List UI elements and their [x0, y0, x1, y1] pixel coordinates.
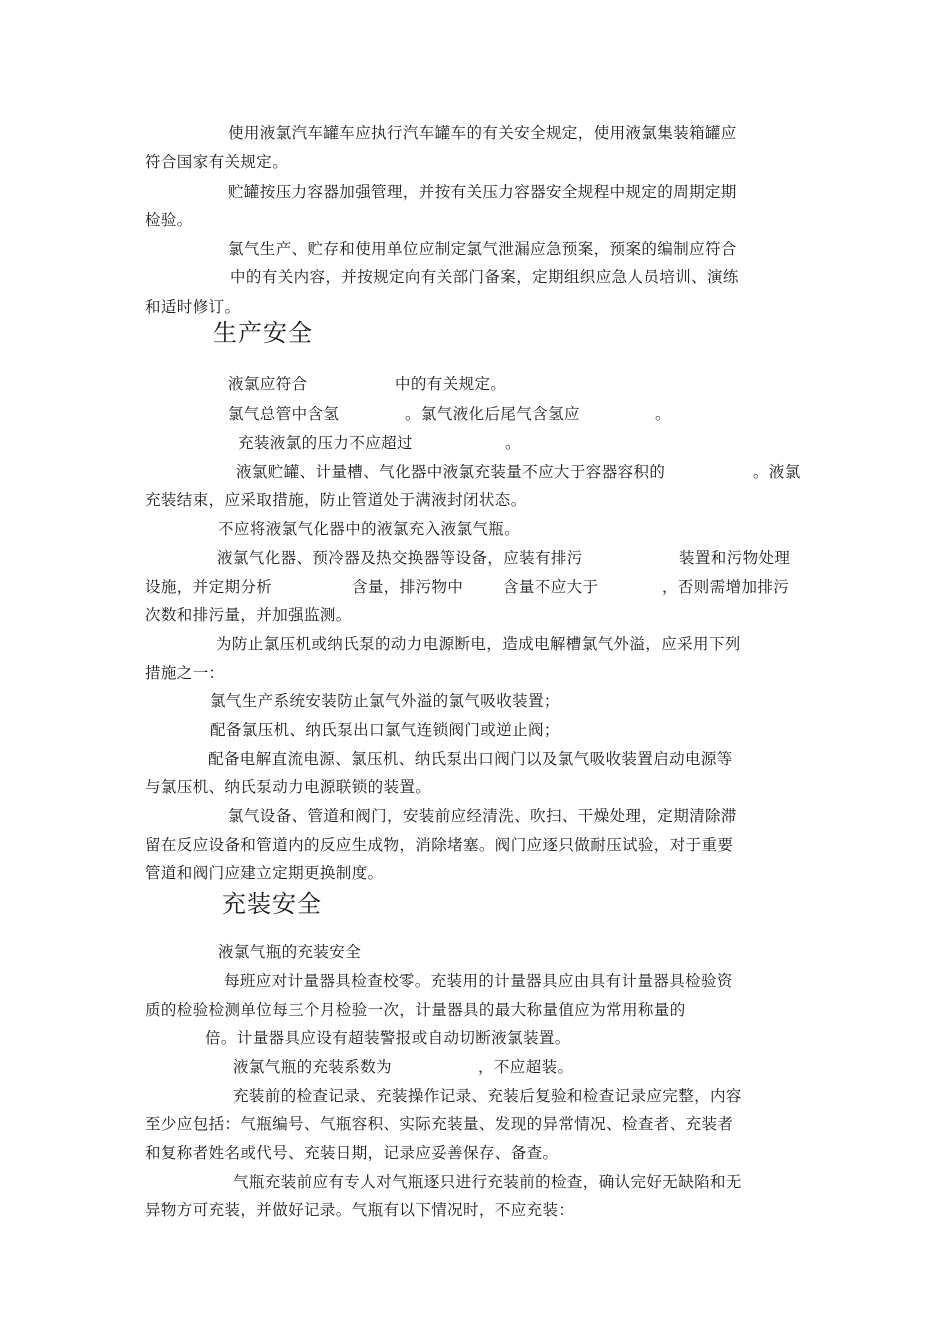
paragraph-line: 。 — [655, 405, 671, 423]
paragraph-line: 设施，并定期分析 — [145, 578, 273, 596]
paragraph-line: 和复称者姓名或代号、充装日期，记录应妥善保存、备查。 — [145, 1144, 559, 1162]
paragraph-line: 液氯气瓶的充装安全 — [218, 943, 362, 961]
paragraph-line: 配备电解直流电源、氯压机、纳氏泵出口阀门以及氯气吸收装置启动电源等 — [208, 750, 733, 768]
paragraph-line: 至少应包括：气瓶编号、气瓶容积、实际充装量、发现的异常情况、检查者、充装者 — [145, 1115, 734, 1133]
paragraph-line: 不应将液氯气化器中的液氯充入液氯气瓶。 — [218, 520, 521, 538]
paragraph-line: 氯气生产、贮存和使用单位应制定氯气泄漏应急预案，预案的编制应符合 — [228, 240, 737, 258]
paragraph-line: 次数和排污量，并加强监测。 — [145, 606, 352, 624]
paragraph-line: 和适时修订。 — [145, 298, 241, 316]
paragraph-line: 留在反应设备和管道内的反应生成物，消除堵塞。阀门应逐只做耐压试验，对于重要 — [145, 836, 734, 854]
paragraph-line: 气瓶充装前应有专人对气瓶逐只进行充装前的检查，确认完好无缺陷和无 — [233, 1173, 742, 1191]
paragraph-line: 液氯贮罐、计量槽、气化器中液氯充装量不应大于容器容积的 — [236, 463, 666, 481]
paragraph-line: 与氯压机、纳氏泵动力电源联锁的装置。 — [145, 778, 432, 796]
paragraph-line: 氯气总管中含氢 — [228, 405, 340, 423]
paragraph-line: 为防止氯压机或纳氏泵的动力电源断电，造成电解槽氯气外溢，应采用下列 — [216, 635, 741, 653]
paragraph-line: 倍。计量器具应设有超装警报或自动切断液氯装置。 — [205, 1029, 571, 1047]
paragraph-line: 。氯气液化后尾气含氢应 — [405, 405, 580, 423]
paragraph-line: 含量不应大于 — [503, 578, 599, 596]
paragraph-line: 氯气设备、管道和阀门，安装前应经清洗、吹扫、干燥处理，定期清除滞 — [228, 807, 737, 825]
paragraph-line: 检验。 — [145, 211, 193, 229]
paragraph-line: 质的检验检测单位每三个月检验一次，计量器具的最大称量值应为常用称量的 — [145, 1001, 686, 1019]
paragraph-line: 。液氯 — [753, 463, 801, 481]
paragraph-line: 氯气生产系统安装防止氯气外溢的氯气吸收装置； — [210, 692, 560, 710]
paragraph-line: 充装前的检查记录、充装操作记录、充装后复验和检查记录应完整，内容 — [233, 1087, 742, 1105]
paragraph-line: 中的有关内容，并按规定向有关部门备案，定期组织应急人员培训、演练 — [230, 268, 739, 286]
paragraph-line: 充装液氯的压力不应超过 — [238, 434, 413, 452]
paragraph-line: 。 — [505, 434, 521, 452]
paragraph-line: 中的有关规定。 — [395, 375, 507, 393]
paragraph-line: 使用液氯汽车罐车应执行汽车罐车的有关安全规定，使用液氯集装箱罐应 — [228, 124, 737, 142]
paragraph-line: ，否则需增加排污 — [662, 578, 790, 596]
paragraph-line: 措施之一： — [145, 664, 225, 682]
paragraph-line: 液氯应符合 — [228, 375, 308, 393]
paragraph-line: 每班应对计量器具检查校零。充装用的计量器具应由具有计量器具检验资 — [224, 972, 733, 990]
section-heading: 充装安全 — [222, 890, 322, 918]
paragraph-line: 配备氯压机、纳氏泵出口氯气连锁阀门或逆止阀； — [210, 721, 560, 739]
paragraph-line: 异物方可充装，并做好记录。气瓶有以下情况时，不应充装： — [145, 1201, 575, 1219]
paragraph-line: 液氯气瓶的充装系数为 — [233, 1058, 393, 1076]
section-heading: 生产安全 — [213, 319, 313, 347]
paragraph-line: 液氯气化器、预冷器及热交换器等设备，应装有排污 — [217, 549, 583, 567]
paragraph-line: 充装结束，应采取措施，防止管道处于满液封闭状态。 — [145, 491, 527, 509]
paragraph-line: 管道和阀门应建立定期更换制度。 — [145, 864, 384, 882]
paragraph-line: 符合国家有关规定。 — [145, 153, 289, 171]
paragraph-line: 含量，排污物中 — [352, 578, 464, 596]
paragraph-line: 装置和污物处理 — [679, 549, 791, 567]
paragraph-line: ，不应超装。 — [478, 1058, 574, 1076]
paragraph-line: 贮罐按压力容器加强管理，并按有关压力容器安全规程中规定的周期定期 — [228, 183, 737, 201]
